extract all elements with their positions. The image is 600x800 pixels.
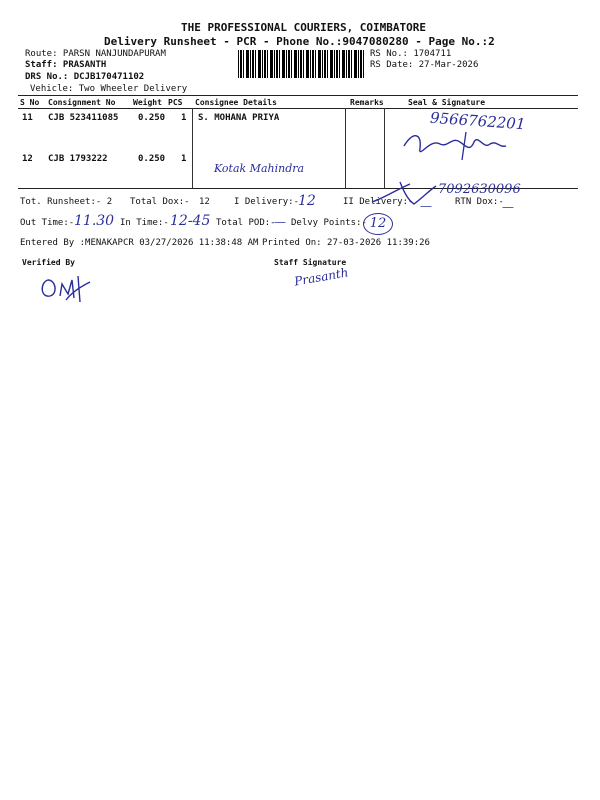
col-header-seal: Seal & Signature: [408, 98, 486, 107]
table-header-rule: [18, 108, 578, 109]
row1-signature: [400, 128, 510, 164]
staff-signature-label: Staff Signature: [274, 258, 347, 267]
total-dox-label: Total Dox:-: [130, 197, 190, 207]
phone-note-2: 7092630096: [438, 182, 521, 197]
col-header-pcs: PCS: [168, 98, 183, 107]
col-header-weight: Weight: [133, 98, 162, 107]
rs-no-label: RS No.: 1704711: [370, 49, 452, 59]
entered-by: Entered By :MENAKAPCR 03/27/2026 11:38:48 AM: [20, 238, 259, 248]
total-pod-value: —: [274, 215, 286, 229]
ii-delivery-dash: —: [420, 199, 432, 213]
route-label: Route: PARSN NANJUNDAPURAM: [25, 49, 166, 59]
col-header-consignment: Consignment No: [48, 98, 116, 107]
runsheet-subtitle: Delivery Runsheet - PCR - Phone No.:9047080280 - Page No.:2: [104, 35, 495, 48]
ii-delivery-label: II Delivery:-: [343, 197, 414, 207]
delvy-points-value: 12: [363, 213, 393, 235]
row1-consignment: CJB 523411085: [48, 113, 119, 123]
in-time-label: In Time:-: [120, 218, 169, 228]
total-pod-label: Total POD:-: [216, 218, 276, 228]
row1-weight: 0.250: [138, 113, 166, 123]
total-dox-value: 12: [199, 197, 210, 207]
row2-weight: 0.250: [138, 154, 166, 164]
rtn-dox-dash: —: [502, 200, 514, 214]
row1-pcs: 1: [181, 113, 187, 123]
row1-sno: 11: [22, 113, 33, 123]
table-top-rule: [18, 95, 578, 96]
col-header-consignee: Consignee Details: [195, 98, 277, 107]
vehicle-label: Vehicle: Two Wheeler Delivery: [30, 84, 188, 94]
barcode: [238, 50, 364, 78]
row1-phone-note: 9566762201: [429, 108, 526, 134]
row2-pcs: 1: [181, 154, 187, 164]
company-title: THE PROFESSIONAL COURIERS, COIMBATORE: [181, 21, 427, 34]
verified-by-label: Verified By: [22, 258, 75, 267]
staff-signed-name: Prasanth: [293, 265, 350, 289]
col-header-sno: S No: [20, 98, 40, 107]
in-time-value: 12-45: [170, 213, 211, 229]
rs-date-label: RS Date: 27-Mar-2026: [370, 60, 479, 70]
printed-on: Printed On: 27-03-2026 11:39:26: [262, 238, 430, 248]
staff-label: Staff: PRASANTH: [25, 60, 107, 70]
col-header-remarks: Remarks: [350, 98, 384, 107]
i-delivery-value: 12: [298, 193, 316, 209]
i-delivery-label: I Delivery:-: [234, 197, 300, 207]
out-time-label: Out Time:-: [20, 218, 75, 228]
tot-runsheet: Tot. Runsheet:- 2: [20, 197, 113, 207]
row2-handwritten-note: Kotak Mahindra: [214, 162, 305, 175]
col-divider-seal: [384, 108, 385, 188]
row1-consignee: S. MOHANA PRIYA: [198, 113, 280, 123]
rtn-dox-label: RTN Dox:-: [455, 197, 504, 207]
col-divider-consignee: [192, 108, 193, 188]
out-time-value: 11.30: [74, 213, 115, 229]
row2-consignment: CJB 1793222: [48, 154, 108, 164]
drs-label: DRS No.: DCJB170471102: [25, 72, 145, 82]
col-divider-remarks: [345, 108, 346, 188]
verified-signature: [38, 270, 98, 306]
delvy-points-label: Delvy Points:-: [291, 218, 367, 228]
row2-sno: 12: [22, 154, 33, 164]
